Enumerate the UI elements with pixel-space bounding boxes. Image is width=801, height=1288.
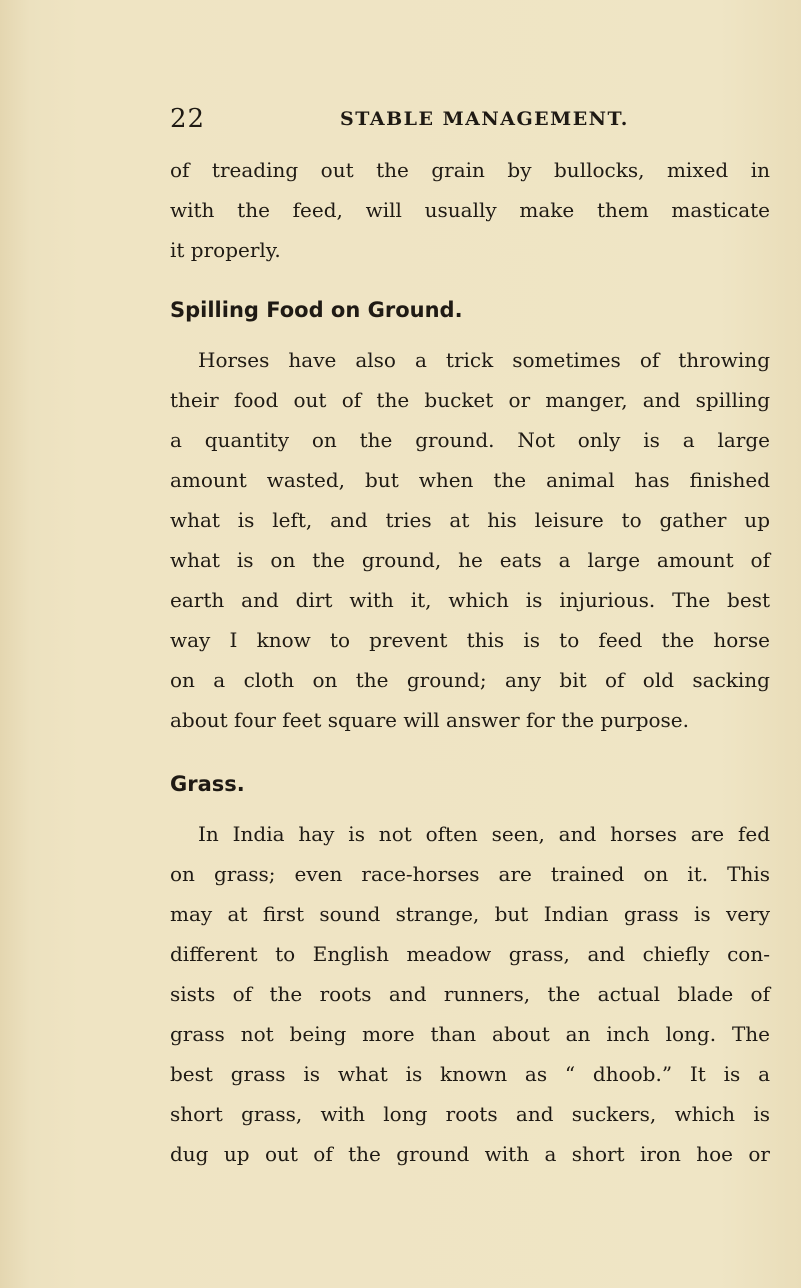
text-line: what is left, and tries at his leisure to gather up [170, 508, 770, 532]
text-line: different to English meadow grass, and chiefly con- [170, 942, 770, 966]
section-heading-grass: Grass. [170, 772, 245, 796]
text-line: earth and dirt with it, which is injurious. The best [170, 588, 770, 612]
text-line: on grass; even race-horses are trained on it. This [170, 862, 770, 886]
text-line: Horses have also a trick sometimes of throwing [198, 348, 770, 372]
spilling-food-paragraph [170, 340, 770, 740]
text-line: their food out of the bucket or manger, and spilling [170, 388, 770, 412]
text-line: on a cloth on the ground; any bit of old sacking [170, 668, 770, 692]
text-line: about four feet square will answer for the purpose. [170, 708, 690, 732]
page-body [170, 150, 770, 1174]
text-line: grass not being more than about an inch long. The [170, 1022, 770, 1046]
text-line: sists of the roots and runners, the actual blade of [170, 982, 770, 1006]
text-line: a quantity on the ground. Not only is a large [170, 428, 770, 452]
text-line: way I know to prevent this is to feed the horse [170, 628, 770, 652]
text-line: it properly. [170, 238, 281, 262]
grass-paragraph [170, 814, 770, 1174]
text-line: short grass, with long roots and suckers, which is [170, 1102, 770, 1126]
section-heading-spilling-food: Spilling Food on Ground. [170, 298, 463, 322]
running-head: STABLE MANAGEMENT. [340, 108, 629, 130]
text-line: of treading out the grain by bullocks, mixed in [170, 158, 770, 182]
text-line: with the feed, will usually make them masticate [170, 198, 770, 222]
text-line: what is on the ground, he eats a large amount of [170, 548, 770, 572]
text-line: dug up out of the ground with a short iron hoe or [170, 1142, 770, 1166]
text-line: In India hay is not often seen, and horses are fed [198, 822, 770, 846]
text-line: may at first sound strange, but Indian grass is very [170, 902, 770, 926]
intro-paragraph [170, 150, 770, 270]
page-header [170, 104, 770, 140]
page-number: 22 [170, 104, 206, 134]
text-line: best grass is what is known as “ dhoob.” It is a [170, 1062, 770, 1086]
text-line: amount wasted, but when the animal has finished [170, 468, 770, 492]
